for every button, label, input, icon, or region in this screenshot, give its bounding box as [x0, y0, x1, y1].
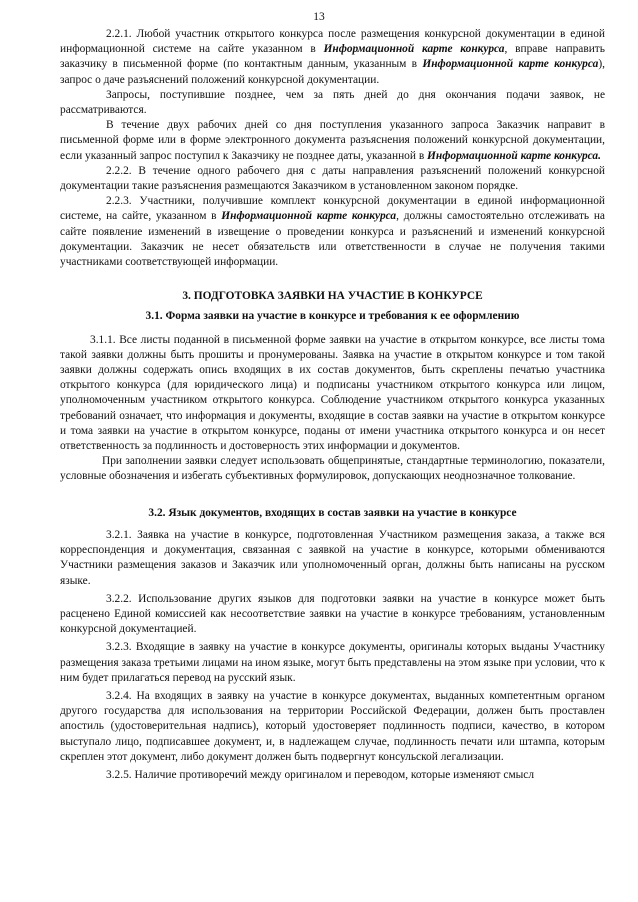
paragraph-3-2-4: 3.2.4. На входящих в заявку на участие в конкурсе документах, выданных компетентным органом другого государства для использования на территории Российской Федерации, должен быть проставлен апостиль (удостоверительная надпись), который удостоверяет подлинность подписи, качество, в котором выступало лицо, подписавшее документ, и, в надлежащем случае, подлинность печати или штампа, которым скреплен этот документ, либо документ должен быть подвергнут консульской легализации.	[60, 689, 605, 763]
info-card-reference: Информационной карте конкурса	[422, 58, 599, 71]
paragraph-filling-rules: При заполнении заявки следует использовать общепринятые, стандартные терминологию, показатели, условные обозначения и избегать субъективных формулировок, допускающих неоднозначное толкование.	[60, 455, 605, 483]
text-run: ), запрос о даче разъяснений положений конкурсной документации.	[60, 58, 605, 86]
text-run: 2.2.1. Любой участник открытого конкурса после размещения конкурсной документации в единой информационной системе на сайте указанном в	[60, 28, 605, 56]
paragraph-2-2-3	[60, 194, 605, 270]
text-run: , вправе направить заказчику в письменной форме (по контактным данным, указанным в	[60, 43, 605, 71]
paragraph-response-deadline	[60, 118, 605, 164]
info-card-reference: Информационной карте конкурса	[323, 43, 505, 56]
section-3-2-heading: 3.2. Язык документов, входящих в состав заявки на участие в конкурсе	[148, 506, 517, 519]
paragraph-3-2-1: 3.2.1. Заявка на участие в конкурсе, подготовленная Участником размещения заказа, а также вся корреспонденция и документация, связанная с заявкой на участие в конкурсе, которыми обмениваются Участники размещения заказов и Заказчик или уполномоченный орган, должны быть написаны на русском языке.	[60, 528, 605, 587]
paragraph-3-2-3: 3.2.3. Входящие в заявку на участие в конкурсе документы, оригиналы которых выданы Участнику размещения заказа третьими лицами на ином языке, могут быть представлены на этом языке при условии, что к ним будет прилагаться перевод на русский язык.	[60, 641, 605, 684]
text-run: В течение двух рабочих дней со дня поступления указанного запроса Заказчик направит в письменной форме или в форме электронного документа разъяснения положений конкурсной документации, если указанный запрос поступил к Заказчику не позднее даты, указанной в	[60, 119, 605, 162]
page-number: 13	[313, 11, 325, 23]
section-3-heading: 3. ПОДГОТОВКА ЗАЯВКИ НА УЧАСТИЕ В КОНКУРСЕ	[182, 290, 483, 303]
info-card-reference: Информационной карте конкурса	[221, 210, 397, 223]
text-run: , должны самостоятельно отслеживать на сайте появление изменений в извещение о проведении конкурса и разъяснений и изменений конкурсной документации. Заказчик не несет обязательств или ответственности в случае не получения такими участниками соответствующей информации.	[60, 210, 605, 269]
document-body	[60, 27, 605, 783]
info-card-reference: Информационной карте конкурса.	[427, 149, 601, 162]
text-run: 2.2.3. Участники, получившие комплект конкурсной документации в единой информационной системе, на сайте, указанном в	[60, 195, 605, 223]
paragraph-3-2-5: 3.2.5. Наличие противоречий между оригиналом и переводом, которые изменяют смысл	[106, 768, 535, 781]
paragraph-3-2-2: 3.2.2. Использование других языков для подготовки заявки на участие в конкурсе может быть расценено Единой комиссией как несоответствие заявки на участие в конкурсе требованиям, установленным конкурсной документацией.	[60, 592, 605, 636]
paragraph-3-1-1: 3.1.1. Все листы поданной в письменной форме заявки на участие в открытом конкурсе, все листы тома такой заявки должны быть прошиты и пронумерованы. Заявка на участие в открытом конкурсе и том такой заявки должны содержать опись входящих в их состав документов, быть скреплены печатью участника открытого конкурса (для юридического лица) и подписаны участником открытого конкурса или лицом, уполномоченным участником открытого конкурса. Соблюдение участником открытого конкурса указанных требований означает, что информация и документы, входящие в состав заявки на участие в открытом конкурсе и тома заявки на участие в открытом конкурсе, поданы от имени участника открытого конкурса и он несет ответственность за подлинность и достоверность этих информации и документов.	[60, 333, 605, 453]
paragraph-2-2-2: 2.2.2. В течение одного рабочего дня с даты направления разъяснений положений конкурсной документации такие разъяснения размещаются Заказчиком в установленном законом порядке.	[60, 164, 605, 193]
section-3-1-heading: 3.1. Форма заявки на участие в конкурсе и требования к ее оформлению	[145, 310, 520, 323]
paragraph-late-requests: Запросы, поступившие позднее, чем за пять дней до дня окончания подачи заявок, не рассматриваются.	[60, 88, 605, 117]
paragraph-2-2-1	[60, 27, 605, 88]
